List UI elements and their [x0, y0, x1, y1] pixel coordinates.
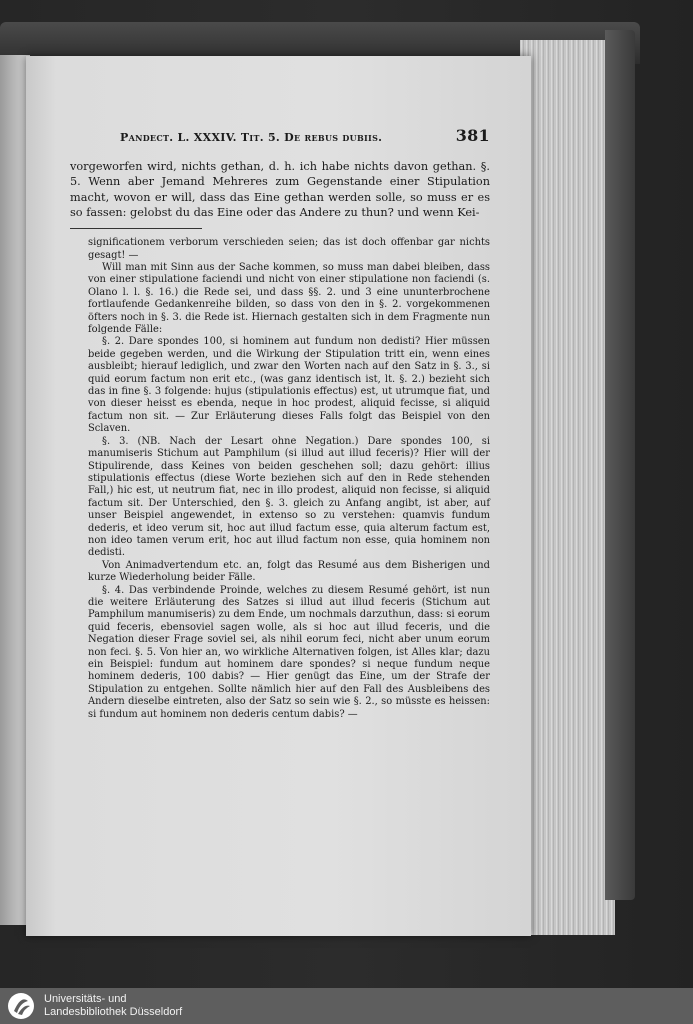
page-number: 381 — [455, 126, 490, 145]
library-name-line2: Landesbibliothek Düsseldorf — [44, 1006, 183, 1018]
main-text: vorgeworfen wird, nichts gethan, d. h. ich habe nichts davon gethan. §. 5. Wenn aber Jemand Mehreres zum Gegenstande einer Stipulation macht, wovon er will, dass das Eine gethan werden solle, so muss er es so fassen: gelobst du das Eine oder das Andere zu thun? und wenn Kei- — [70, 160, 490, 219]
book-spine — [605, 30, 635, 900]
library-logo-icon — [6, 991, 36, 1021]
note-paragraph: Will man mit Sinn aus der Sache kommen, so muss man dabei bleiben, dass von einer stipulatione faciendi und nicht von einer stipulatione non faciendi (s. Olano l. l. §. 16.) die Rede sei, und dass §§. 2. und 3 eine ununterbrochene fortlaufende Gedankenreihe bilden, so dass von den in §. 2. vorgekommenen öfters noch in §. 3. die Rede ist. Hiernach gestalten sich in dem Fragmente nun folgende Fälle: — [88, 262, 490, 336]
page-edges — [520, 40, 615, 935]
library-footer — [0, 988, 693, 1024]
library-name-line1: Universitäts- und — [44, 993, 127, 1005]
running-header — [70, 126, 490, 145]
page-content — [70, 126, 490, 721]
note-paragraph: §. 4. Das verbindende Proinde, welches zu diesem Resumé gehört, ist nun die weitere Erläuterung des Satzes si illud aut illud feceris (Stichum aut Pamphilum manumiseris) zu dem Ende, um nochmals darzuthun, dass: si eorum quid feceris, ebensoviel sagen wolle, als si hoc aut illud feceris, und die Negation dieser Frage soviel sei, als nihil eorum feci, nicht aber unum eorum non feci. §. 5. Von hier an, wo wirkliche Alternativen folgen, ist Alles klar; dazu ein Beispiel: fundum aut hominem dare spondes? si neque fundum neque hominem dederis, 100 dabis? — Hier genügt das Eine, um der Strafe der Stipulation zu entgehen. Sollte nämlich hier auf den Fall des Ausbleibens des Andern dieselbe eintreten, also der Satz so sein wie §. 2., so müsste es heissen: si fundum aut hominem non dederis centum dabis? — — [88, 584, 490, 720]
running-head: Pandect. L. XXXIV. Tit. 5. De rebus dubiis. — [120, 131, 383, 144]
footnote-rule — [70, 228, 202, 229]
book-page — [26, 56, 531, 936]
note-paragraph: significationem verborum verschieden seien; das ist doch offenbar gar nichts gesagt! — — [88, 237, 490, 261]
library-name — [44, 993, 182, 1019]
note-paragraph: Von Animadvertendum etc. an, folgt das Resumé aus dem Bisherigen und kurze Wiederholung beider Fälle. — [88, 559, 490, 584]
note-paragraph: §. 3. (NB. Nach der Lesart ohne Negation.) Dare spondes 100, si manumiseris Stichum aut Pamphilum (si illud aut illud feceris)? Hier will der Stipulirende, dass Keines von beiden geschehen soll; dazu gehört: illius stipulationis effectus (diese Worte beziehen sich auf den in Rede stehenden Fall,) hic est, ut neutrum fiat, nec in illo prodest, aliquid non fecisse, si aliquid factum sit. Der Unterschied, den §. 3. gleich zu Anfang angibt, ist aber, auf unser Beispiel angewendet, in extenso so zu verstehen: quamvis fundum dederis, et ideo verum sit, hoc aut illud factum esse, quia alterum factum est, non ideo tamen verum erit, hoc aut illud factum non esse, quia hominem non dedisti. — [88, 435, 490, 559]
note-paragraph: §. 2. Dare spondes 100, si hominem aut fundum non dedisti? Hier müssen beide gegeben werden, und die Wirkung der Stipulation tritt ein, wenn eines ausbleibt; hierauf lediglich, und zwar den Worten nach auf den Satz in §. 3., si quid eorum factum non erit etc., (was ganz identisch ist, lt. §. 2.) bezieht sich das in fine §. 3 folgende: hujus (stipulationis effectus) est, ut utrumque fiat, und von dieser heisst es ebenda, neque in hoc prodest, aliquid fecisse, si aliquid factum non sit. — Zur Erläuterung dieses Falls folgt das Beispiel von den Sclaven. — [88, 336, 490, 435]
footnotes — [70, 237, 490, 721]
